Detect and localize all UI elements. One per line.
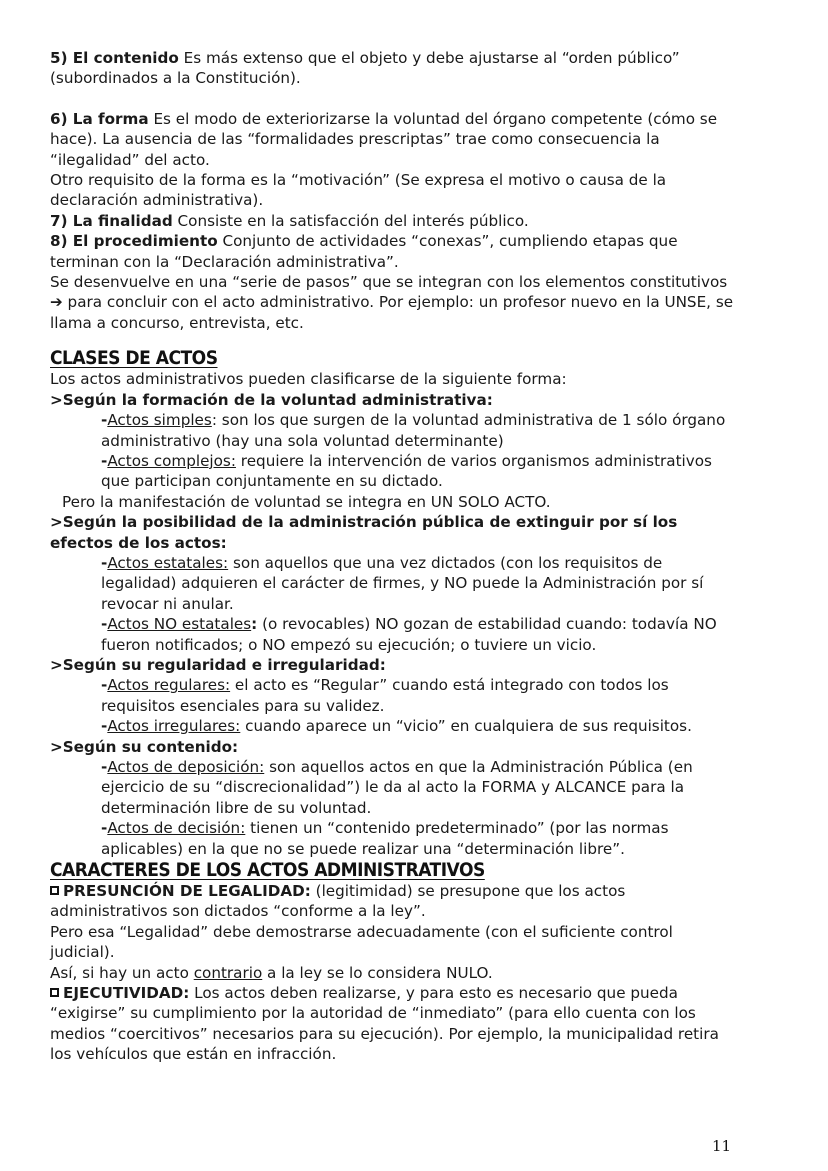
text-actos-irregulares: cuando aparece un “vicio” en cualquiera de sus requisitos.: [240, 717, 692, 736]
s4-heading: >Según su contenido:: [50, 737, 239, 756]
term-actos-irregulares: Actos irregulares:: [107, 717, 241, 736]
heading-presuncion: PRESUNCIÓN DE LEGALIDAD:: [63, 882, 311, 901]
procedimiento-extra-b: para concluir con el acto administrativo. Por ejemplo: un profesor nuevo en la UNSE, se llama a concurso, entrevista, etc.: [50, 293, 734, 332]
text-actos-deposicion: son aquellos actos en que la Administración Pública (en ejercicio de su “discrecionalidad”) le da al acto la FORMA y ALCANCE para la determinación libre de su voluntad.: [101, 758, 693, 817]
list-item-actos-simples: [50, 410, 740, 451]
page-number: 11: [712, 1137, 732, 1155]
s2-heading: >Según la posibilidad de la administración pública de extinguir por sí los efectos de los actos:: [50, 513, 678, 552]
s1-note: Pero la manifestación de voluntad se integra en UN SOLO ACTO.: [62, 492, 551, 511]
dash: -: [101, 758, 108, 776]
heading-procedimiento: 8) El procedimiento: [50, 232, 218, 251]
list-item-actos-deposicion: [50, 757, 740, 818]
list-item-actos-complejos: [50, 451, 740, 492]
term-actos-no-estatales: Actos NO estatales: [107, 615, 252, 634]
term-actos-complejos: Actos complejos:: [107, 451, 236, 470]
dash: -: [101, 717, 108, 736]
text-actos-simples: son los que surgen de la voluntad administrativa de 1 sólo órgano administrativo (hay una sola voluntad determinante): [101, 411, 726, 450]
subsection-heading-regularidad: [50, 655, 740, 675]
dash: -: [101, 553, 108, 572]
heading-ejecutividad: EJECUTIVIDAD:: [63, 984, 190, 1003]
forma-extra: Otro requisito de la forma es la “motivación” (Se expresa el motivo o causa de la declaración administrativa).: [50, 171, 667, 210]
subsection-heading-contenido: [50, 737, 740, 757]
dash: -: [101, 819, 108, 838]
list-item-actos-irregulares: [50, 716, 740, 736]
s3-heading: >Según su regularidad e irregularidad:: [50, 655, 386, 674]
term-actos-regulares: Actos regulares:: [107, 676, 231, 695]
sep: :: [251, 615, 258, 634]
text-actos-estatales: son aquellos que una vez dictados (con los requisitos de legalidad) adquieren el carácter de firmes, y NO puede la Administración por sí revocar ni anular.: [101, 553, 704, 613]
text-actos-no-estatales: (o revocables) NO gozan de estabilidad cuando: todavía NO fueron notificados; o NO empezó su ejecución; o tuviere un vicio.: [101, 615, 717, 654]
text-finalidad: Consiste en la satisfacción del interés público.: [172, 211, 529, 230]
presuncion-p2: Pero esa “Legalidad” debe demostrarse adecuadamente (con el suficiente control judicial).: [50, 922, 673, 962]
heading-forma: 6) La forma: [50, 109, 149, 128]
list-item-actos-regulares: [50, 675, 740, 716]
p3-underlined: contrario: [193, 963, 263, 982]
item-forma: [50, 109, 740, 170]
list-item-actos-no-estatales: [50, 614, 740, 655]
p3-b: a la ley se lo considera NULO.: [262, 963, 493, 982]
document-page: [50, 48, 740, 1065]
sep: :: [211, 411, 217, 430]
subsection-heading-posibilidad: [50, 512, 740, 553]
text-actos-complejos: requiere la intervención de varios organismos administrativos que participan conjuntamente en su dictado.: [101, 451, 712, 491]
subsection-heading-formacion: [50, 390, 740, 410]
text-actos-regulares: el acto es “Regular” cuando está integrado con todos los requisitos esenciales para su validez.: [101, 676, 669, 715]
list-item-actos-estatales: [50, 553, 740, 614]
item-presuncion: [50, 881, 740, 922]
procedimiento-extra: [50, 272, 740, 333]
list-item-actos-decision: [50, 818, 740, 859]
text-presuncion: (legitimidad) se presupone que los actos administrativos son dictados “conforme a la ley”.: [50, 882, 626, 921]
arrow-icon: ➔: [50, 293, 63, 312]
section-title-caracteres: CARACTERES DE LOS ACTOS ADMINISTRATIVOS: [50, 859, 485, 882]
text-actos-decision: tienen un “contenido predeterminado” (por las normas aplicables) en la que no se puede realizar una “determinación libre”.: [101, 819, 669, 858]
term-actos-deposicion: Actos de deposición:: [107, 758, 265, 776]
term-actos-estatales: Actos estatales:: [107, 553, 229, 572]
p3-a: Así, si hay un acto: [50, 963, 194, 982]
item-contenido: [50, 48, 740, 89]
heading-finalidad: 7) La finalidad: [50, 211, 173, 230]
square-bullet-icon: [50, 886, 59, 895]
procedimiento-extra-a: Se desenvuelve en una “serie de pasos” que se integran con los elementos constitutivos: [50, 273, 728, 292]
heading-contenido: 5) El contenido: [50, 49, 179, 67]
term-actos-decision: Actos de decisión:: [107, 819, 246, 838]
dash: -: [101, 451, 108, 470]
text-contenido: Es más extenso que el objeto y debe ajustarse al “orden público” (subordinados a la Constitución).: [50, 49, 680, 88]
section-title-clases: CLASES DE ACTOS: [50, 347, 218, 370]
dash: -: [101, 411, 108, 430]
item-ejecutividad: [50, 983, 740, 1065]
square-bullet-icon: [50, 988, 59, 997]
text-ejecutividad: Los actos deben realizarse, y para esto es necesario que pueda “exigirse” su cumplimiento por la autoridad de “inmediato” (para ello cuenta con los medios “coercitivos” necesarios para su ejecución). Por ejemplo, la municipalidad retira los vehículos que están en infracción.: [50, 984, 719, 1064]
clases-intro: Los actos administrativos pueden clasificarse de la siguiente forma:: [50, 370, 567, 389]
s1-heading: >Según la formación de la voluntad administrativa:: [50, 390, 493, 409]
dash: -: [101, 615, 108, 634]
item-procedimiento: [50, 231, 740, 272]
term-actos-simples: Actos simples: [107, 411, 212, 430]
item-finalidad: [50, 211, 740, 231]
text-forma: Es el modo de exteriorizarse la voluntad del órgano competente (cómo se hace). La ausencia de las “formalidades prescriptas” trae como consecuencia la “ilegalidad” del acto.: [50, 109, 718, 169]
text-procedimiento: Conjunto de actividades “conexas”, cumpliendo etapas que terminan con la “Declaración administrativa”.: [50, 232, 678, 271]
presuncion-p3: [50, 963, 740, 983]
dash: -: [101, 676, 108, 695]
